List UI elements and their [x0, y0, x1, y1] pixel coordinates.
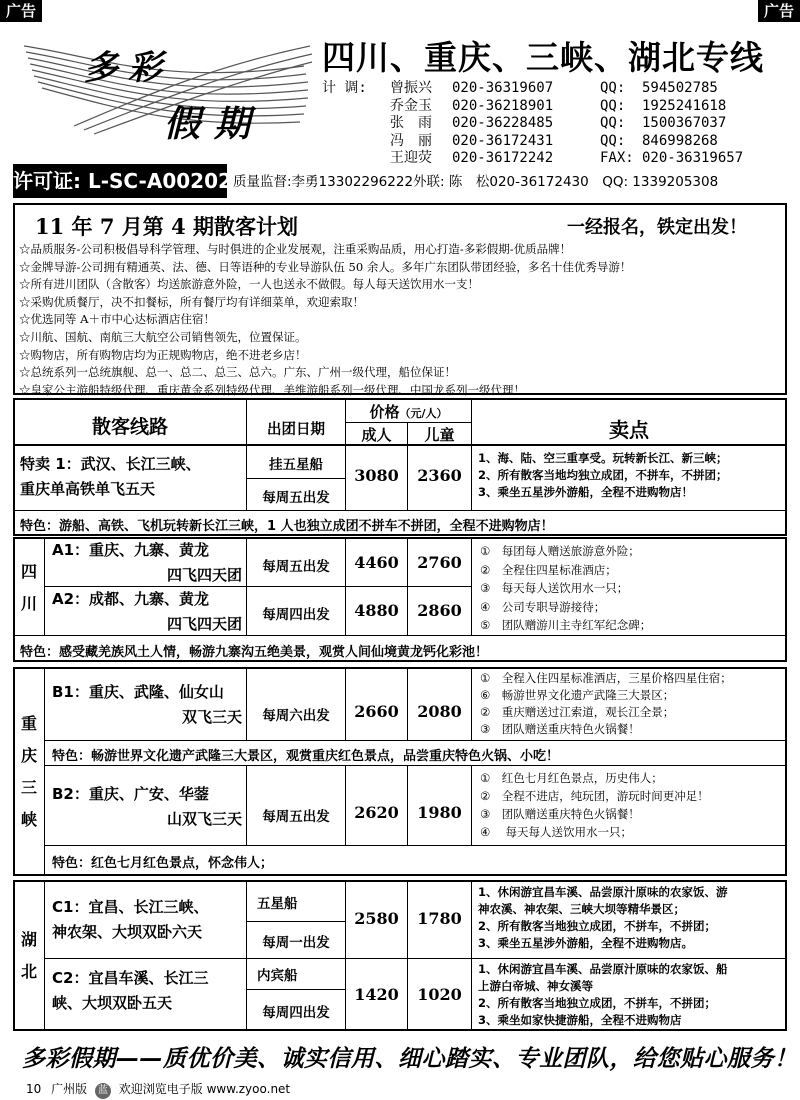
route-a2-child: 2860 — [417, 601, 462, 620]
plan-slogan: 一经报名，铁定出发！ — [567, 217, 747, 238]
route-b2-features: ① 红色七月红色景点，历史伟人； ② 全程不进店，纯玩团，游玩时间更冲足！ ③ 团队赠送重庆特色火锅餐！ ④ 每天每人送饮用水一只； — [480, 771, 709, 839]
contact-phone: 020-36319607 — [452, 80, 554, 96]
note-item: ☆优选同等 A＋市中心达标酒店住宿！ — [19, 312, 215, 327]
route-b1-child: 2080 — [417, 702, 462, 721]
route-b1-date: 每周六出发 — [262, 708, 330, 724]
edition-badge-icon: 蓝 — [95, 1083, 111, 1099]
note-item: ☆皇家公主游船特级代理、重庆黄金系列特级代理、美维游船系列一级代理、中国龙系列一级代理！ — [19, 382, 525, 397]
contacts-block — [322, 80, 743, 168]
special-child-price: 2360 — [417, 466, 462, 485]
ad-tag-right: 广告 — [758, 0, 800, 22]
route-c1: C1：宜昌、长江三峡、 神农架、大坝双卧六天 — [52, 898, 209, 941]
special-features: 1、海、陆、空三重享受。玩转新长江、新三峡； 2、所有散客当地均独立成团，不拼车，不拼团； 3、乘坐五星涉外游船，全程不进购物店！ — [478, 451, 728, 499]
route-a1: A1：重庆、九寨、黄龙 四飞四天团 — [52, 541, 242, 584]
route-c2-child: 1020 — [417, 985, 462, 1004]
route-c1-adult: 2580 — [354, 909, 399, 928]
contact-row — [322, 133, 743, 151]
contact-name: 王迎荧 — [390, 150, 432, 166]
contact-name: 曾振兴 — [390, 80, 432, 96]
license-badge: 许可证: L-SC-A00202 — [13, 164, 227, 198]
contact-row — [322, 150, 743, 168]
route-c1-features: 1、休闲游宜昌车溪、品尝原汁原味的农家饭、游 神农溪、神农架、三峡大坝等精华景区； 2、所有散客当地独立成团，不拼车，不拼团； 3、乘坐五星涉外游船，全程不进购物店。 — [478, 885, 728, 950]
note-item: ☆购物店，所有购物店均为正规购物店，绝不进老乡店！ — [19, 347, 307, 362]
page-footer — [26, 1080, 290, 1099]
note-item: ☆川航、国航、南航三大航空公司销售领先，位置保证。 — [19, 329, 307, 344]
route-c1-child: 1780 — [417, 909, 462, 928]
contact-phone: 020-36172242 — [452, 150, 554, 166]
header-adult: 成人 — [361, 426, 392, 444]
special-highlight: 特色：游船、高铁、飞机玩转新长江三峡，1 人也独立成团不拼车不拼团，全程不进购物店！ — [20, 519, 554, 534]
special-ship: 挂五星船 — [269, 457, 323, 473]
contact-qq-label: QQ: — [600, 115, 626, 131]
route-a1-adult: 4460 — [354, 553, 399, 572]
route-c1-date: 每周一出发 — [262, 935, 330, 951]
contact-row — [322, 98, 743, 116]
route-b1-features: ① 全程入住四星标准酒店，三星价格四星住宿； ⑥ 畅游世界文化遗产武隆三大景区； ② 重庆赠送过江索道，观长江全景； ③ 团队赠送重庆特色火锅餐！ — [480, 671, 732, 736]
contact-name: 冯 丽 — [390, 132, 432, 149]
route-a1-child: 2760 — [417, 553, 462, 572]
contact-qq: 1500367037 — [642, 115, 727, 131]
route-b2-child: 1980 — [417, 803, 462, 822]
note-item: ☆品质服务-公司积极倡导科学管理、与时俱进的企业发展观，注重采购品质，用心打造-多彩假期-优质品牌！ — [19, 242, 572, 256]
note-item: ☆总统系列一总统旗舰、总一、总二、总三、总六。广东、广州一级代理，船位保证！ — [19, 365, 456, 380]
contact-qq: 846998268 — [642, 132, 718, 149]
route-b1-adult: 2660 — [354, 702, 399, 721]
special-date: 每周五出发 — [262, 490, 330, 506]
route-a1-date: 每周五出发 — [262, 559, 330, 575]
contact-qq-label: QQ: — [600, 80, 626, 96]
contact-fax: 020-36319657 — [642, 150, 744, 166]
header-child: 儿童 — [424, 426, 455, 444]
plan-title: 11 年 7 月第 4 期散客计划 — [35, 214, 299, 239]
region-hubei: 湖 北 — [20, 930, 37, 981]
quality-supervision: 质量监督:李勇13302296222外联: 陈 松020-36172430 QQ: 1339205308 — [233, 174, 719, 190]
route-c2-date: 每周四出发 — [262, 1005, 330, 1021]
contact-name: 乔金玉 — [390, 97, 432, 114]
route-b2-date: 每周五出发 — [262, 809, 330, 825]
route-a2: A2：成都、九寨、黄龙 四飞四天团 — [52, 590, 242, 633]
special-adult-price: 3080 — [354, 466, 399, 485]
contact-qq: 594502785 — [642, 80, 718, 96]
ad-tag-left: 广告 — [0, 0, 42, 22]
plan-panel — [13, 203, 787, 395]
header-date: 出团日期 — [267, 422, 325, 438]
contact-qq-label: QQ: — [600, 97, 626, 114]
sichuan-features: ① 每团每人赠送旅游意外险； ② 全程住四星标准酒店； ③ 每天每人送饮用水一只； ④ 公司专职导游接待； ⑤ 团队赠游川主寺红军纪念碑； — [480, 544, 652, 632]
headline: 四川、重庆、三峡、湖北专线 — [322, 38, 764, 77]
sichuan-highlight: 特色：感受藏羌族风土人情，畅游九寨沟五绝美景，观赏人间仙境黄龙钙化彩池！ — [20, 645, 489, 660]
page-number: 10 — [26, 1082, 42, 1096]
route-c2-ship: 内宾船 — [257, 968, 298, 984]
special-route: 特卖 1：武汉、长江三峡、 重庆单高铁单飞五天 — [20, 455, 201, 498]
route-c1-ship: 五星船 — [257, 896, 298, 912]
route-a2-date: 每周四出发 — [262, 607, 330, 623]
contact-fax-label: FAX: — [600, 150, 634, 166]
route-c2: C2：宜昌车溪、长江三 峡、大坝双卧五天 — [52, 969, 209, 1012]
route-c2-features: 1、休闲游宜昌车溪、品尝原汁原味的农家饭、船 上游白帝城、神女溪等 2、所有散客当地独立成团，不拼车，不拼团； 3、乘坐如家快捷游船，全程不进购物店 — [478, 962, 728, 1027]
contact-qq: 1925241618 — [642, 97, 727, 114]
contact-name: 张 雨 — [390, 115, 432, 131]
note-item: ☆金牌导游-公司拥有精通英、法、德、日等语种的专业导游队伍 50 余人。多年广东团队带团经验，多名十佳优秀导游！ — [19, 259, 632, 274]
service-notes — [19, 241, 631, 399]
contact-row — [322, 115, 743, 133]
note-item: ☆所有进川团队（含散客）均送旅游意外险，一人也送永不做假。每人每天送饮用水一支！ — [19, 277, 479, 292]
route-c2-adult: 1420 — [354, 985, 399, 1004]
header-selling-points: 卖点 — [609, 418, 649, 442]
route-b2-adult: 2620 — [354, 803, 399, 822]
contact-phone: 020-36172431 — [452, 132, 554, 149]
route-b1-highlight: 特色：畅游世界文化遗产武隆三大景区，观赏重庆红色景点，品尝重庆特色火锅、小吃！ — [52, 749, 560, 764]
route-a2-adult: 4880 — [354, 601, 399, 620]
route-b2-highlight: 特色：红色七月红色景点，怀念伟人； — [52, 856, 274, 871]
contacts-label: 计 调: — [322, 80, 367, 96]
edition-label: 广州版 — [51, 1082, 88, 1096]
header-price: 价格（元/人） — [369, 403, 448, 421]
contact-phone: 020-36218901 — [452, 97, 554, 114]
footer-slogan: 多彩假期——质优价美、诚实信用、细心踏实、专业团队，给您贴心服务！ — [22, 1046, 798, 1072]
route-b1: B1：重庆、武隆、仙女山 双飞三天 — [52, 683, 242, 726]
region-sichuan: 四 川 — [20, 562, 37, 613]
company-logo — [14, 26, 314, 156]
note-item: ☆采购优质餐厅，决不扣餐标，所有餐厅均有详细菜单，欢迎索取！ — [19, 294, 364, 309]
region-chongqing: 重 庆 三 峡 — [20, 714, 37, 829]
website-link[interactable]: 欢迎浏览电子版 www.zyoo.net — [118, 1082, 291, 1096]
contact-qq-label: QQ: — [600, 132, 626, 149]
header-route: 散客线路 — [91, 416, 168, 438]
logo-text-2: 假期 — [164, 104, 265, 145]
contact-row — [322, 80, 743, 98]
contact-phone: 020-36228485 — [452, 115, 554, 131]
logo-text-1: 多彩 — [84, 48, 172, 88]
route-b2: B2：重庆、广安、华蓥 山双飞三天 — [52, 785, 242, 828]
